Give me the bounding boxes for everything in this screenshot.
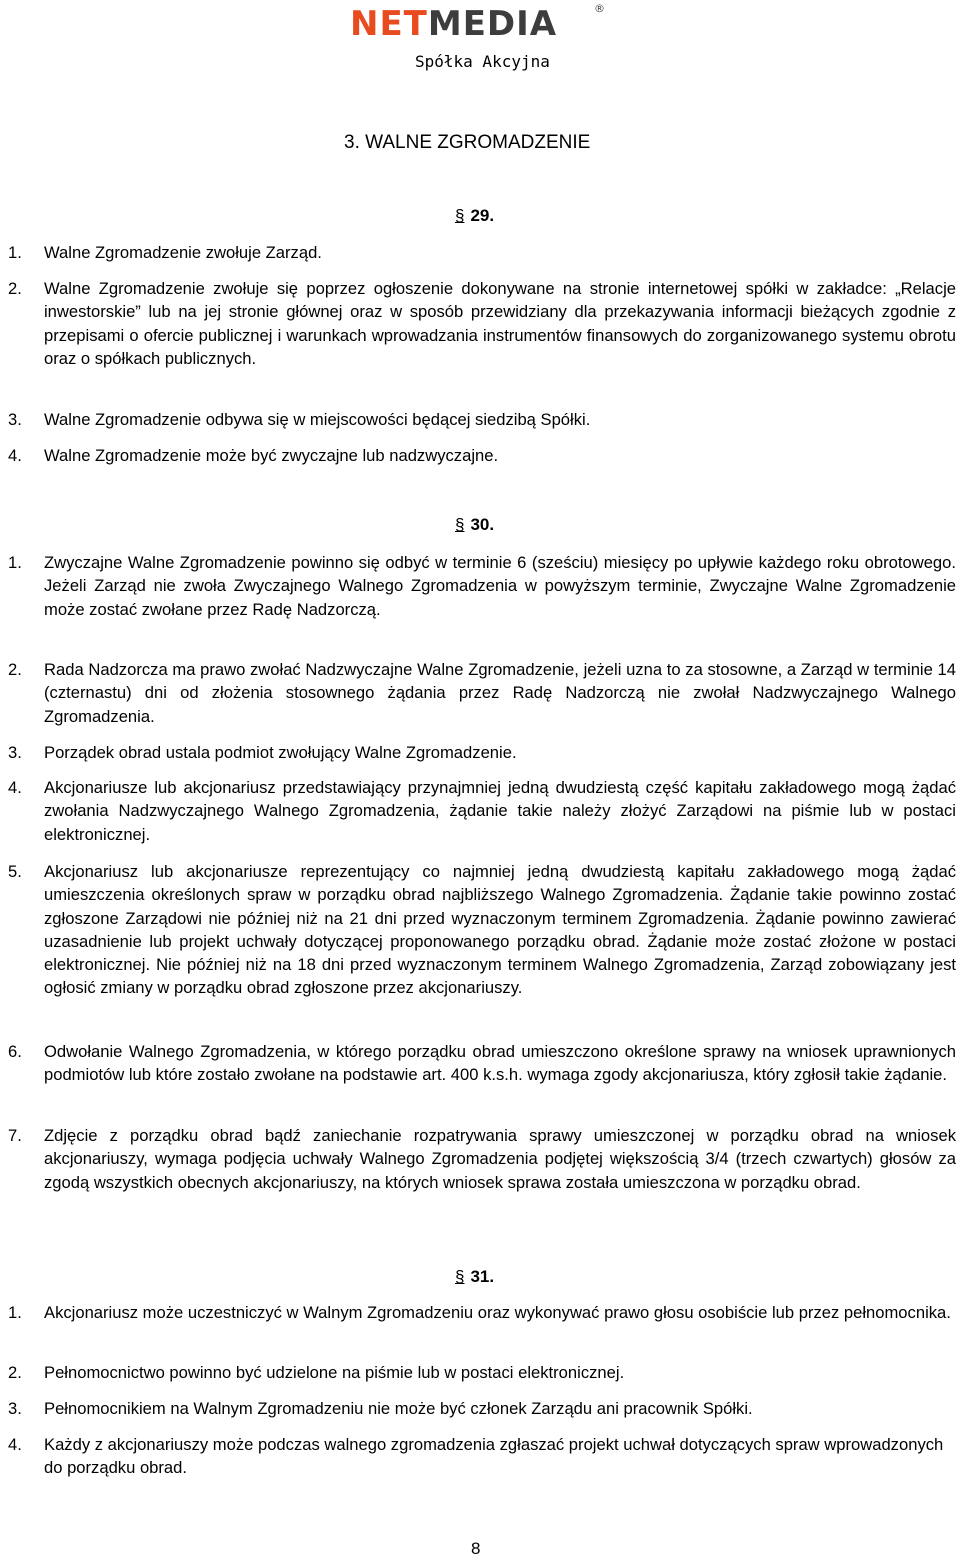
section-number: 30. (470, 515, 495, 534)
item-number: 2. (8, 279, 22, 298)
item-text: Akcjonariusz może uczestniczyć w Walnym Zgromadzeniu oraz wykonywać prawo głosu osobiście lub przez pełnomocnika. (44, 1303, 951, 1322)
item-text: Porządek obrad ustala podmiot zwołujący Walne Zgromadzenie. (44, 743, 517, 762)
company-type: Spółka Akcyjna (415, 52, 550, 71)
item-number: 3. (8, 1399, 22, 1418)
chapter-title: 3. WALNE ZGROMADZENIE (344, 132, 591, 153)
logo-media: MEDIA (427, 4, 558, 44)
section-number: 29. (470, 206, 495, 225)
item-text: Akcjonariusz lub akcjonariusze reprezentujący co najmniej jedną dwudziestą kapitału zakładowego mogą żądać umieszczenia określonych spraw w porządku obrad najbliższego Walnego Zgromadzenia. Żądanie takie powinno zostać zgłoszone Zarządowi nie później niż na 21 dni przed wyznaczonym terminem Zgromadzenia. Żądanie powinno zawierać uzasadnienie lub projekt uchwały dotyczącej proponowanego porządku obrad. Żądanie może zostać złożone w postaci elektronicznej. Nie później niż na 18 dni przed wyznaczonym terminem Walnego Zgromadzenia, Zarząd zobowiązany jest ogłosić zmiany w porządku obrad zgłoszone przez akcjonariuszy. (44, 862, 956, 998)
section-number: 31. (470, 1267, 495, 1286)
logo-wordmark (350, 4, 557, 44)
item-text: Zwyczajne Walne Zgromadzenie powinno się odbyć w terminie 6 (sześciu) miesięcy po upływie każdego roku obrotowego. Jeżeli Zarząd nie zwoła Zwyczajnego Walnego Zgromadzenia w powyższym terminie, Zwyczajne Walne Zgromadzenie może zostać zwołane przez Radę Nadzorczą. (44, 553, 956, 619)
item-text: Pełnomocnictwo powinno być udzielone na piśmie lub w postaci elektronicznej. (44, 1363, 625, 1382)
item-text: Odwołanie Walnego Zgromadzenia, w którego porządku obrad umieszczono określone sprawy na wniosek uprawnionych podmiotów lub które zostało zwołane na podstawie art. 400 k.s.h. wymaga zgody akcjonariusza, który zgłosił takie żądanie. (44, 1042, 956, 1085)
item-number: 2. (8, 1363, 22, 1382)
item-number: 6. (8, 1042, 22, 1061)
item-number: 5. (8, 862, 22, 881)
item-text: Walne Zgromadzenie zwołuje się poprzez ogłoszenie dokonywane na stronie internetowej spółki w zakładce: „Relacje inwestorskie” lub na jej stronie głównej oraz w sposób przewidziany dla przekazywania informacji bieżących zgodnie z przepisami o ofercie publicznej i warunkach wprowadzania instrumentów finansowych do zorganizowanego systemu obrotu oraz o spółkach publicznych. (44, 279, 956, 368)
item-number: 1. (8, 1303, 22, 1322)
page-number: 8 (471, 1539, 481, 1558)
item-number: 3. (8, 743, 22, 762)
logo-net: NET (350, 4, 428, 44)
item-text: Zdjęcie z porządku obrad bądź zaniechanie rozpatrywania sprawy umieszczonej w porządku obrad na wniosek akcjonariuszy, wymaga podjęcia uchwały Walnego Zgromadzenia podjętej większością 3/4 (trzech czwartych) głosów za zgodą wszystkich obecnych akcjonariuszy, na których wniosek sprawa została umieszczona w porządku obrad. (44, 1126, 956, 1192)
item-text: Akcjonariusze lub akcjonariusz przedstawiający przynajmniej jedną dwudziestą część kapitału zakładowego mogą żądać zwołania Nadzwyczajnego Walnego Zgromadzenia, żądanie takie należy złożyć Zarządowi na piśmie lub w postaci elektronicznej. (44, 778, 956, 844)
item-text: Pełnomocnikiem na Walnym Zgromadzeniu nie może być członek Zarządu ani pracownik Spółki. (44, 1399, 753, 1418)
item-text: Walne Zgromadzenie odbywa się w miejscowości będącej siedzibą Spółki. (44, 410, 591, 429)
registered-trademark-icon: ® (594, 2, 605, 15)
item-number: 1. (8, 243, 22, 262)
item-number: 1. (8, 553, 22, 572)
section-heading-29 (455, 205, 494, 227)
section-symbol: § (455, 515, 465, 534)
company-logo (350, 4, 610, 44)
section-symbol: § (455, 206, 465, 225)
item-number: 4. (8, 446, 22, 465)
item-number: 3. (8, 410, 22, 429)
item-text: Rada Nadzorcza ma prawo zwołać Nadzwyczajne Walne Zgromadzenie, jeżeli uzna to za stosowne, a Zarząd w terminie 14 (czternastu) dni od złożenia stosownego żądania przez Radę Nadzorczą nie zwołał Nadzwyczajnego Walnego Zgromadzenia. (44, 660, 956, 726)
item-number: 4. (8, 1435, 22, 1454)
item-number: 4. (8, 778, 22, 797)
item-text: Walne Zgromadzenie zwołuje Zarząd. (44, 243, 322, 262)
section-heading-30 (455, 514, 494, 536)
item-text: Każdy z akcjonariuszy może podczas walnego zgromadzenia zgłaszać projekt uchwał dotyczących spraw wprowadzonych do porządku obrad. (44, 1435, 944, 1478)
section-symbol: § (455, 1267, 465, 1286)
item-number: 7. (8, 1126, 22, 1145)
item-text: Walne Zgromadzenie może być zwyczajne lub nadzwyczajne. (44, 446, 499, 465)
section-heading-31 (455, 1266, 494, 1288)
item-number: 2. (8, 660, 22, 679)
